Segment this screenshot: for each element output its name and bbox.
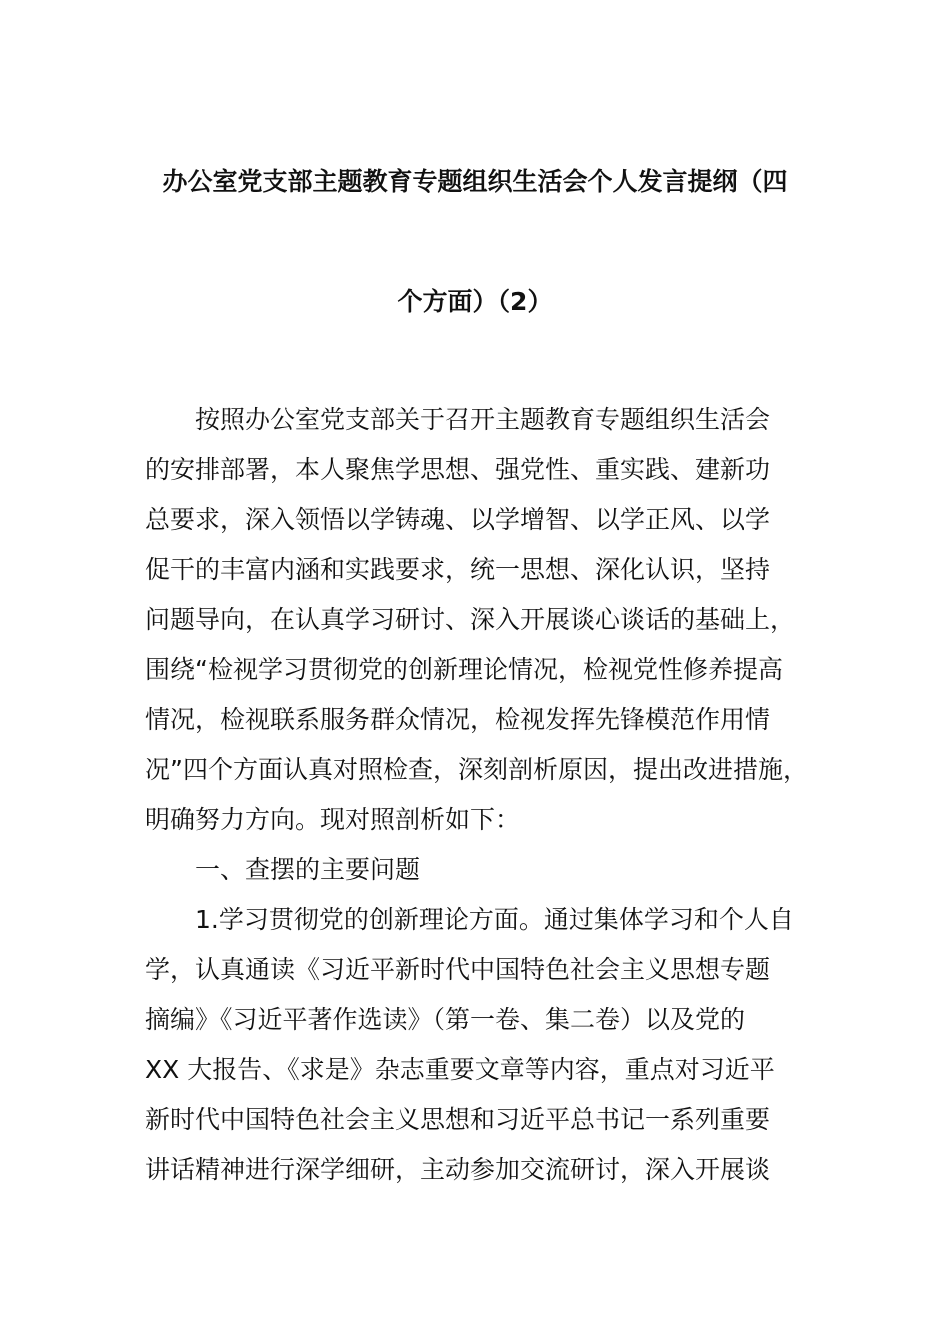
paragraph-line: 围绕“检视学习贯彻党的创新理论情况，检视党性修养提高: [145, 655, 783, 684]
paragraph-line: 情况，检视联系服务群众情况，检视发挥先锋模范作用情: [145, 705, 771, 734]
paragraph-line: 摘编》《习近平著作选读》（第一卷、集二卷）以及党的: [145, 1005, 746, 1034]
document-title-line-2: 个方面）（2）: [397, 287, 553, 316]
paragraph-line: 讲话精神进行深学细研，主动参加交流研讨，深入开展谈: [145, 1155, 771, 1184]
paragraph-line: XX 大报告、《求是》杂志重要文章等内容，重点对习近平: [145, 1055, 775, 1084]
paragraph-line: 学，认真通读《习近平新时代中国特色社会主义思想专题: [145, 955, 771, 984]
paragraph-line: 1.学习贯彻党的创新理论方面。通过集体学习和个人自: [195, 905, 794, 934]
paragraph-line: 促干的丰富内涵和实践要求，统一思想、深化认识，坚持: [145, 555, 771, 584]
paragraph-line: 明确努力方向。现对照剖析如下：: [145, 805, 521, 834]
paragraph-line: 总要求，深入领悟以学铸魂、以学增智、以学正风、以学: [145, 505, 771, 534]
document-title-line-1: 办公室党支部主题教育专题组织生活会个人发言提纲（四: [162, 167, 788, 196]
paragraph-line: 按照办公室党支部关于召开主题教育专题组织生活会: [195, 405, 771, 434]
paragraph-line: 况”四个方面认真对照检查，深刻剖析原因，提出改进措施，: [145, 755, 808, 784]
paragraph-line: 的安排部署，本人聚焦学思想、强党性、重实践、建新功: [145, 455, 771, 484]
section-heading: 一、查摆的主要问题: [195, 855, 421, 884]
paragraph-line: 问题导向，在认真学习研讨、深入开展谈心谈话的基础上，: [145, 605, 796, 634]
paragraph-line: 新时代中国特色社会主义思想和习近平总书记一系列重要: [145, 1105, 771, 1134]
